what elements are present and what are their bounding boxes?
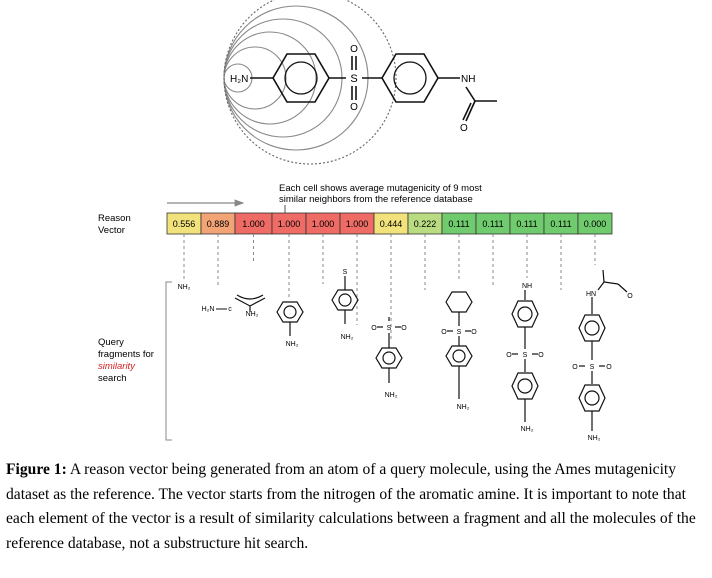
fragments-label-2: fragments for bbox=[98, 349, 154, 360]
reason-vector-value: 0.111 bbox=[482, 219, 504, 229]
sulfonyl-oxygen-bottom: O bbox=[350, 102, 358, 113]
sulfonyl-oxygen-top: O bbox=[350, 44, 358, 55]
figure-caption-label: Figure 1: bbox=[6, 461, 67, 478]
fragment-7-o-right: O bbox=[471, 329, 477, 336]
fragment-8-o-left: O bbox=[506, 352, 512, 359]
figure-caption-text: A reason vector being generated from an atom of a query molecule, using the Ames mutagenicity dataset as the reference. The vector starts from the nitrogen of the aromatic amine. It is important to note that each element of the vector is a result of similarity calculations between a fragment and all the molecules of the reference database, not a substructure hit search. bbox=[6, 461, 696, 552]
fragment-9-nh2: NH₂ bbox=[587, 435, 601, 442]
reason-vector-value: 1.000 bbox=[345, 219, 369, 229]
annotation-line-1: Each cell shows average mutagenicity of 9 most bbox=[279, 183, 482, 194]
fragment-2-h2n: H₂N bbox=[201, 306, 215, 313]
fragment-3-nh2: NH₂ bbox=[245, 311, 259, 318]
fragment-6-nh2: NH₂ bbox=[384, 392, 398, 399]
fragment-9-s: S bbox=[589, 364, 595, 371]
reason-vector-value: 0.556 bbox=[172, 219, 196, 229]
fragment-8-nh2: NH₂ bbox=[520, 426, 534, 433]
reason-vector-value: 1.000 bbox=[242, 219, 265, 229]
fragment-4 bbox=[277, 302, 303, 336]
fragment-7-nh2: NH₂ bbox=[456, 404, 470, 411]
molecule-bonds bbox=[250, 54, 497, 121]
sulfur-label: S bbox=[350, 73, 358, 85]
reason-vector-value: 0.111 bbox=[448, 219, 470, 229]
fragment-7-o-left: O bbox=[441, 329, 447, 336]
amine-label: H₂N bbox=[230, 74, 249, 85]
fragment-6-o-left: O bbox=[371, 325, 377, 332]
fragment-8-nh: NH bbox=[521, 283, 533, 290]
reason-vector-value: 0.889 bbox=[206, 219, 230, 229]
reason-vector-value: 0.444 bbox=[379, 219, 403, 229]
expanding-spheres bbox=[224, 0, 396, 164]
reason-vector-value: 1.000 bbox=[277, 219, 301, 229]
fragment-5-s: S bbox=[342, 269, 348, 276]
fragment-5 bbox=[332, 276, 358, 324]
fragment-4-nh2: NH₂ bbox=[285, 341, 299, 348]
fragments-label bbox=[98, 337, 154, 384]
fragment-9-hn: HN bbox=[585, 291, 597, 298]
fragments-label-1: Query bbox=[98, 337, 124, 348]
fragment-8-s: S bbox=[522, 352, 528, 359]
fragment-5-nh2: NH₂ bbox=[340, 334, 354, 341]
amide-nh-label: NH bbox=[461, 74, 476, 85]
reason-vector-value: 0.111 bbox=[516, 219, 538, 229]
fragments-bracket bbox=[166, 282, 172, 440]
amide-oxygen-label: O bbox=[460, 123, 468, 134]
fragment-7-s: S bbox=[456, 329, 462, 336]
reason-vector-value: 1.000 bbox=[311, 219, 335, 229]
reason-vector-value: 0.000 bbox=[583, 219, 607, 229]
query-molecule bbox=[224, 0, 497, 164]
reason-vector-value: 0.111 bbox=[550, 219, 572, 229]
fragment-labels bbox=[178, 269, 634, 442]
fragment-9-o: O bbox=[627, 293, 633, 300]
fragment-3-bonds bbox=[235, 295, 265, 312]
fragments-label-highlight: similarity bbox=[98, 361, 135, 372]
fragment-9-o-right: O bbox=[606, 364, 612, 371]
fragment-6-o-right: O bbox=[401, 325, 407, 332]
fragment-7 bbox=[446, 292, 472, 399]
figure-caption bbox=[6, 458, 708, 556]
fragment-structures bbox=[235, 270, 627, 431]
annotation-line-2: similar neighbors from the reference database bbox=[279, 194, 473, 205]
fragment-1-nh2: NH₂ bbox=[177, 284, 191, 291]
fragment-6-s: S bbox=[386, 325, 392, 332]
fragments-label-4: search bbox=[98, 373, 127, 384]
fragment-9-o-left: O bbox=[572, 364, 578, 371]
reason-vector bbox=[167, 213, 612, 234]
fragment-2-c: c bbox=[228, 306, 232, 313]
fragment-8-o-right: O bbox=[538, 352, 544, 359]
reason-vector-label-1: Reason bbox=[98, 213, 131, 224]
reason-vector-value: 0.222 bbox=[413, 219, 437, 229]
reason-vector-label-2: Vector bbox=[98, 225, 125, 236]
